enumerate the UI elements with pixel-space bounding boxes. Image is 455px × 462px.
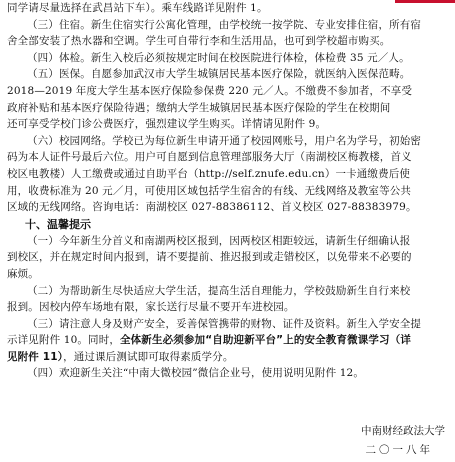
tip-text-after: ，通过课后测试即可取得素质学分。 xyxy=(63,350,234,363)
text-line: （一）今年新生分首义和南湖两校区报到，因两校区相距较远，请新生仔细确认报 xyxy=(27,234,411,247)
text-line: 用，收费标准为 20 元／月，可使用区域包括学生宿舍的有线、无线网络及教室等公共 xyxy=(7,184,412,197)
document-body xyxy=(7,0,448,382)
text-line: 麻烦。 xyxy=(7,267,39,280)
tips-paragraphs xyxy=(7,233,448,333)
signature-date: 二〇一八年 xyxy=(365,444,433,456)
text-line: 区域的无线网络。咨询电话：南湖校区 027-88386112、首义校区 027-88383979。 xyxy=(7,201,417,214)
tip-line-safety-bold xyxy=(7,332,448,349)
text-line: 还可享受学校门诊公费医疗，强烈建议学生购买。详情请见附件 9。 xyxy=(7,118,327,131)
notice-paragraphs xyxy=(7,0,448,216)
text-line: 舍全部安装了热水器和空调。学生可自带行李和生活用品，也可到学校超市购买。 xyxy=(7,35,391,48)
text-line: 政府补贴和基本医疗保险待遇；缴纳大学生城镇居民基本医疗保险的学生在校期间 xyxy=(7,101,391,114)
text-line: 到校区，并在规定时间内报到，请不要提前、推迟报到或走错校区，以免带来不必要的 xyxy=(7,251,412,264)
tip-bold-text: 全体新生必须参加“自助迎新平台”上的安全教育微课学习（详 xyxy=(120,334,412,347)
text-line: 2018—2019 年度大学生基本医疗保险参保费 220 元／人。不缴费不参加者，不享受 xyxy=(7,84,413,97)
text-line: （六）校园网络。学校已为每位新生申请开通了校园网账号，用户名为学号，初始密 xyxy=(27,134,422,147)
text-line: （四）体检。新生入校后必须按规定时间在校医院进行体检，体检费 35 元／人。 xyxy=(27,51,410,64)
text-line: （五）医保。自愿参加武汉市大学生城镇居民基本医疗保险，就医纳入医保范畴。 xyxy=(27,68,411,81)
text-line: 校区电教楼）人工缴费或通过自助平台（http://self.znufe.edu.cn）一卡通缴费后使 xyxy=(7,167,411,180)
text-line: （三）住宿。新生住宿实行公寓化管理，由学校统一按学院、专业安排住宿，所有宿 xyxy=(27,18,422,31)
text-line: 同学请尽量选择在武昌站下车）。乘车线路详见附件 1。 xyxy=(7,2,268,14)
text-line: （三）请注意人身及财产安全，妥善保管携带的财物、证件及资料。新生入学安全提 xyxy=(27,317,422,330)
tip-text: 示详见附件 10。同时， xyxy=(7,334,120,347)
text-line: （二）为帮助新生尽快适应大学生活，提高生活自理能力，学校鼓励新生自行来校 xyxy=(27,284,411,297)
section-heading: 十、温馨提示 xyxy=(25,217,91,231)
tip-line-last: （四）欢迎新生关注“中南大微校园”微信企业号，使用说明见附件 12。 xyxy=(27,367,365,380)
signature-organization: 中南财经政法大学 xyxy=(361,425,445,437)
tip-bold-text-2: 见附件 11） xyxy=(7,350,64,363)
text-line: 码为本人证件号最后六位。用户可自愿到信息管理部服务大厅（南湖校区梅教楼，首义 xyxy=(7,151,412,164)
text-line: 报到。因校内停车场地有限，家长送行尽量不要开车进校园。 xyxy=(7,301,295,314)
tip-line-safety-bold-2 xyxy=(7,349,448,366)
